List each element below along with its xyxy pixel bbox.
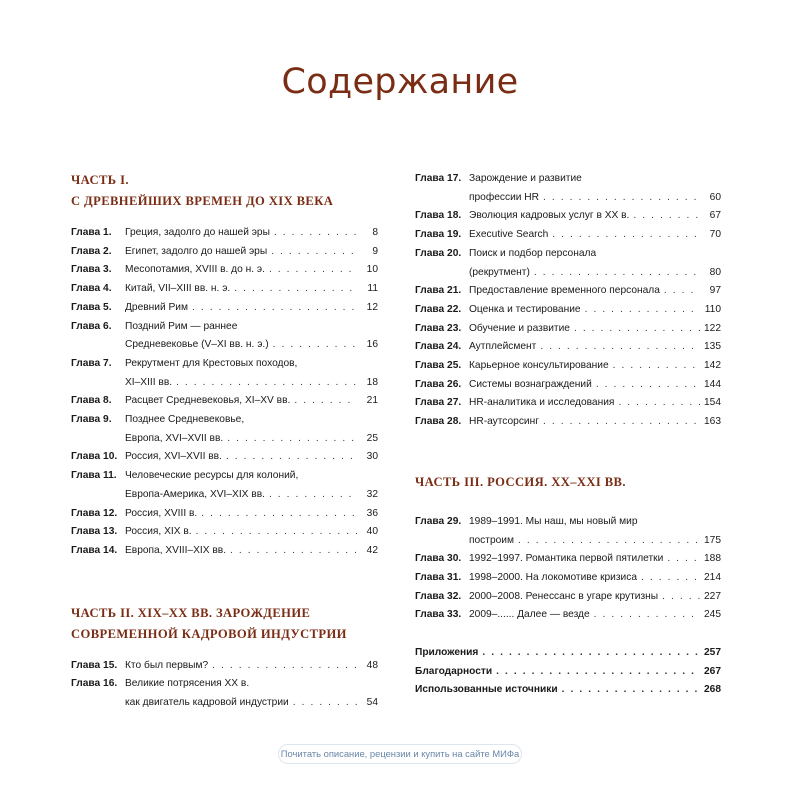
toc-entry (415, 170, 721, 207)
toc-entry (71, 280, 378, 299)
chapter-number: Глава 7. (71, 357, 112, 369)
dot-leader (633, 207, 700, 226)
toc-entry (415, 207, 721, 226)
page-number: 257 (704, 647, 721, 659)
chapter-number: Глава 1. (71, 227, 112, 238)
chapter-title: Карьерное консультирование (469, 360, 609, 372)
chapter-number: Глава 25. (415, 360, 462, 372)
page-number: 163 (704, 416, 721, 428)
page-number: 175 (704, 534, 721, 546)
page-number: 70 (709, 229, 721, 241)
dot-leader (196, 523, 357, 542)
toc-entry (71, 299, 378, 318)
chapter-title: 1992–1997. Романтика первой пятилетки (469, 553, 664, 565)
dot-leader (585, 301, 700, 320)
page-number: 97 (709, 285, 721, 297)
toc-entry (415, 663, 721, 682)
chapter-number: Глава 2. (71, 245, 112, 257)
chapter-number: Глава 32. (415, 590, 462, 602)
toc-right-column (415, 170, 721, 700)
page-number: 245 (704, 609, 721, 621)
chapter-number: Глава 11. (71, 470, 117, 482)
toc-entry (71, 505, 378, 524)
chapter-title: профессии HR (469, 191, 540, 203)
dot-leader (294, 392, 357, 411)
chapter-number: Глава 18. (415, 210, 462, 222)
page-number: 11 (367, 283, 378, 295)
toc-entry (415, 245, 721, 282)
toc-entry (415, 413, 721, 432)
dot-leader (230, 542, 357, 561)
chapter-title: Китай, VII–XIII вв. н. э. (125, 283, 231, 295)
chapter-title: Греция, задолго до нашей эры (125, 227, 270, 238)
part-heading-line: СОВРЕМЕННОЙ КАДРОВОЙ ИНДУСТРИИ (71, 626, 347, 641)
dot-leader (543, 413, 700, 432)
chapter-title: Использованные источники (415, 684, 558, 696)
dot-leader (667, 550, 700, 569)
page-number: 67 (709, 210, 721, 222)
toc-entry (415, 588, 721, 607)
chapter-number: Глава 9. (71, 414, 112, 426)
chapter-number: Глава 24. (415, 341, 462, 353)
toc-entry (415, 606, 721, 625)
chapter-title: Благодарности (415, 665, 493, 677)
dot-leader (664, 282, 700, 301)
dot-leader (226, 448, 357, 467)
dot-leader (552, 226, 700, 245)
page-number: 10 (366, 264, 378, 276)
chapter-number: Глава 20. (415, 247, 462, 259)
part-heading-line: ЧАСТЬ II. XIX–XX ВВ. ЗАРОЖДЕНИЕ (71, 605, 311, 620)
chapter-title: Поиск и подбор персонала (469, 247, 597, 259)
chapter-number: Глава 4. (71, 283, 112, 295)
chapter-number: Глава 21. (415, 285, 462, 297)
part-2-section (71, 603, 378, 713)
chapter-number: Глава 3. (71, 264, 112, 276)
page-number: 122 (704, 322, 721, 334)
toc-entry (415, 301, 721, 320)
chapter-title: Россия, XVI–XVII вв. (125, 451, 222, 463)
dot-leader (534, 264, 700, 283)
dot-leader (596, 376, 700, 395)
page-number: 30 (366, 451, 378, 463)
chapter-title: HR-аналитика и исследования (469, 397, 615, 409)
appendix-list (415, 644, 721, 700)
toc-entry (415, 226, 721, 245)
toc-entry (415, 569, 721, 588)
chapter-number: Глава 8. (71, 395, 112, 407)
chapter-number: Глава 22. (415, 303, 462, 315)
chapter-title: Системы вознаграждений (469, 378, 592, 390)
toc-entry (71, 243, 378, 262)
chapter-number: Глава 12. (71, 507, 118, 519)
dot-leader (543, 189, 700, 208)
toc-entry (415, 550, 721, 569)
chapter-title: Приложения (415, 647, 479, 659)
page-number: 188 (704, 553, 721, 565)
chapter-number: Глава 19. (415, 229, 462, 241)
toc-entry (71, 523, 378, 542)
dot-leader (641, 569, 700, 588)
dot-leader (482, 644, 700, 663)
chapter-title: Европа-Америка, XVI–XIX вв. (125, 488, 265, 500)
chapter-title: 2000–2008. Ренессанс в угаре крутизны (469, 590, 659, 602)
chapter-title: Аутплейсмент (469, 341, 537, 353)
chapter-number: Глава 17. (415, 173, 462, 184)
chapter-number: Глава 28. (415, 416, 462, 428)
part-1-section (71, 170, 378, 561)
toc-left-column (71, 170, 378, 713)
chapter-title: Россия, XVIII в. (125, 507, 198, 519)
chapter-title: Россия, XIX в. (125, 526, 192, 538)
part-heading-line: С ДРЕВНЕЙШИХ ВРЕМЕН ДО XIX ВЕКА (71, 194, 334, 208)
page-number: 135 (704, 341, 721, 353)
page-number: 42 (366, 544, 378, 556)
chapter-title: Рекрутмент для Крестовых походов, (125, 357, 298, 369)
dot-leader (518, 532, 700, 551)
dot-leader (227, 430, 357, 449)
chapter-number: Глава 10. (71, 451, 118, 463)
chapter-title: 1989–1991. Мы наш, мы новый мир (469, 515, 638, 527)
part-3-section (415, 472, 721, 625)
toc-entry (415, 644, 721, 663)
page-number: 227 (704, 590, 721, 602)
chapter-title: Оценка и тестирование (469, 303, 581, 315)
part-3-heading (415, 472, 721, 493)
chapter-number: Глава 26. (415, 378, 462, 390)
toc-entry (71, 224, 378, 243)
page-number: 267 (704, 665, 721, 677)
page-number: 268 (704, 684, 721, 696)
page-number: 154 (704, 397, 721, 409)
toc-entry (71, 411, 378, 448)
page-number: 12 (366, 301, 378, 313)
chapter-title: Executive Search (469, 229, 549, 241)
dot-leader (618, 394, 700, 413)
page-number: 144 (704, 378, 721, 390)
chapter-number: Глава 33. (415, 609, 462, 621)
page-title: Содержание (281, 62, 519, 102)
page-number: 18 (366, 376, 378, 388)
page-number: 110 (704, 303, 721, 315)
dot-leader (192, 299, 357, 318)
toc-entry (415, 282, 721, 301)
page-number: 16 (366, 339, 378, 351)
toc-entry (415, 513, 721, 550)
chapter-number: Глава 27. (415, 397, 462, 409)
chapter-title: Эволюция кадровых услуг в XX в. (469, 210, 630, 222)
dot-leader (293, 694, 357, 713)
page-number: 54 (366, 697, 378, 709)
toc-entry (415, 681, 721, 700)
part-3-chapter-list (415, 513, 721, 625)
chapter-title: Расцвет Средневековья, XI–XV вв. (125, 395, 291, 407)
chapter-title: Европа, XVI–XVII вв. (125, 432, 224, 444)
toc-entry (415, 376, 721, 395)
toc-entry (415, 357, 721, 376)
toc-entry (415, 394, 721, 413)
dot-leader (496, 663, 700, 682)
chapter-number: Глава 14. (71, 544, 118, 556)
chapter-title: Средневековье (V–XI вв. н. э.) (125, 339, 269, 351)
page-number: 142 (704, 360, 721, 372)
chapter-title: (рекрутмент) (469, 266, 530, 278)
page-number: 8 (372, 227, 378, 238)
chapter-number: Глава 16. (71, 678, 118, 690)
chapter-number: Глава 29. (415, 515, 462, 527)
dot-leader (613, 357, 700, 376)
chapter-title: Поздний Рим — раннее (125, 320, 238, 332)
page-number: 40 (366, 526, 378, 538)
buy-on-mif-link[interactable]: Почитать описание, рецензии и купить на сайте МИФа (278, 744, 522, 764)
page-number: 25 (366, 432, 378, 444)
toc-entry (71, 675, 378, 712)
page-number: 60 (709, 191, 721, 203)
chapter-title: Месопотамия, XVIII в. до н. э. (125, 264, 265, 276)
dot-leader (271, 243, 357, 262)
toc-entry (415, 320, 721, 339)
chapter-title: Великие потрясения XX в. (125, 678, 250, 690)
chapter-title: Европа, XVIII–XIX вв. (125, 544, 227, 556)
dot-leader (662, 588, 700, 607)
toc-entry (71, 448, 378, 467)
toc-entry (71, 318, 378, 355)
page-number: 214 (704, 571, 721, 583)
toc-entry (71, 657, 378, 676)
dot-leader (269, 261, 357, 280)
chapter-number: Глава 31. (415, 571, 462, 583)
page-number: 80 (709, 266, 721, 278)
dot-leader (562, 681, 700, 700)
chapter-title: Обучение и развитие (469, 322, 570, 334)
dot-leader (269, 486, 357, 505)
page-number: 21 (366, 395, 378, 407)
toc-entry (71, 467, 378, 504)
chapter-title: Древний Рим (125, 301, 188, 313)
chapter-number: Глава 30. (415, 553, 462, 565)
toc-entry (71, 542, 378, 561)
chapter-title: Кто был первым? (125, 659, 209, 671)
chapter-title: как двигатель кадровой индустрии (125, 697, 289, 709)
part-heading-line: ЧАСТЬ I. (71, 173, 129, 187)
part-heading-line: ЧАСТЬ III. РОССИЯ. XX–XXI ВВ. (415, 474, 626, 489)
toc-entry (415, 338, 721, 357)
chapter-number: Глава 15. (71, 659, 118, 671)
part-2-chapter-list (71, 657, 378, 713)
toc-entry (71, 392, 378, 411)
chapter-title: Позднее Средневековье, (125, 414, 245, 426)
page-number: 36 (366, 507, 378, 519)
page-number: 48 (366, 659, 378, 671)
chapter-title: HR-аутсорсинг (469, 416, 539, 428)
chapter-number: Глава 13. (71, 526, 118, 538)
part-1-chapter-list (71, 224, 378, 561)
chapter-title: построим (469, 534, 514, 546)
dot-leader (540, 338, 700, 357)
toc-entry (71, 261, 378, 280)
dot-leader (176, 374, 357, 393)
dot-leader (274, 224, 357, 243)
dot-leader (212, 657, 357, 676)
dot-leader (574, 320, 700, 339)
chapter-number: Глава 23. (415, 322, 462, 334)
part-2-heading (71, 603, 378, 645)
dot-leader (594, 606, 700, 625)
chapter-number: Глава 5. (71, 301, 112, 313)
chapter-number: Глава 6. (71, 320, 112, 332)
toc-entry (71, 355, 378, 392)
chapter-title: Предоставление временного персонала (469, 285, 660, 297)
page-number: 9 (372, 245, 378, 257)
chapter-title: XI–XIII вв. (125, 376, 173, 388)
chapter-title: Египет, задолго до нашей эры (125, 245, 268, 257)
chapter-title: Человеческие ресурсы для колоний, (125, 470, 299, 482)
part-1-heading (71, 170, 378, 212)
chapter-title: 1998–2000. На локомотиве кризиса (469, 571, 637, 583)
dot-leader (201, 505, 357, 524)
page-number: 32 (366, 488, 378, 500)
part-2-continued-list (415, 170, 721, 432)
dot-leader (273, 336, 357, 355)
dot-leader (234, 280, 357, 299)
chapter-title: 2009–...... Далее — везде (469, 609, 590, 621)
chapter-title: Зарождение и развитие (469, 173, 582, 184)
